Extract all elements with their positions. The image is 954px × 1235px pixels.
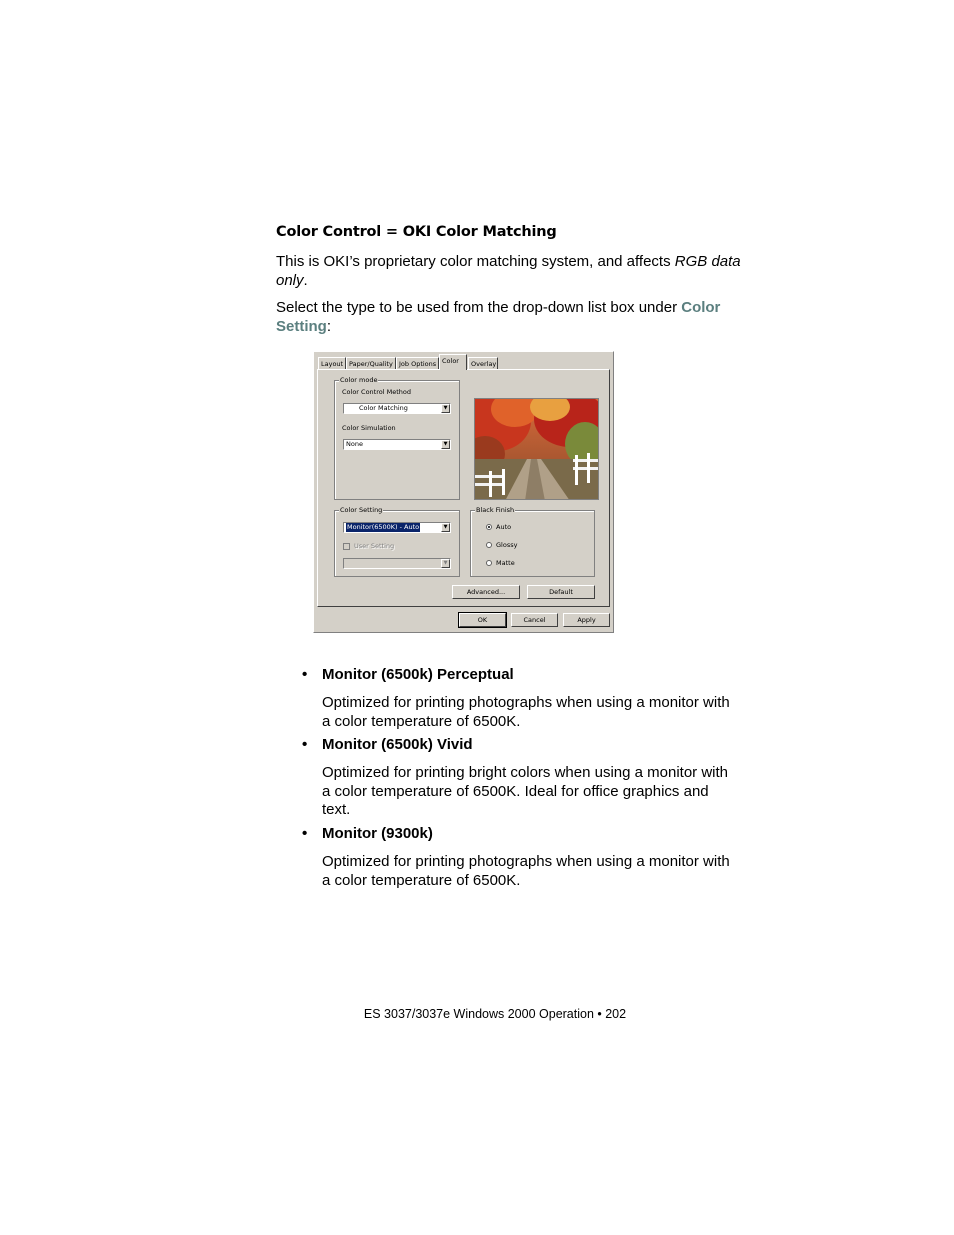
cancel-button[interactable]: Cancel — [511, 613, 558, 627]
radio-matte[interactable] — [486, 560, 492, 566]
autumn-road-photo — [475, 399, 599, 500]
radio-matte-label: Matte — [496, 559, 515, 567]
bullet-marker: • — [302, 736, 308, 753]
color-mode-group — [334, 376, 460, 500]
select-end: : — [326, 317, 332, 335]
tab-paper-quality[interactable]: Paper/Quality — [346, 357, 396, 369]
color-setting-select[interactable] — [343, 522, 451, 533]
color-setting-group-label: Color Setting — [340, 506, 383, 514]
page-footer: ES 3037/3037e Windows 2000 Operation • 202 — [363, 1007, 627, 1021]
color-setting-link[interactable]: Color Setting — [276, 299, 721, 335]
radio-auto[interactable] — [486, 524, 492, 530]
chevron-down-icon[interactable]: ▼ — [441, 440, 450, 449]
black-finish-group-label: Black Finish — [476, 506, 515, 514]
intro-text: This is OKI’s proprietary color matching system, and affects — [276, 253, 675, 270]
color-mode-label: Color mode — [340, 376, 378, 384]
bullet-title-9300k: Monitor (9300k) — [322, 825, 433, 842]
radio-glossy[interactable] — [486, 542, 492, 548]
bullet-marker: • — [302, 666, 308, 683]
advanced-button[interactable]: Advanced... — [452, 585, 520, 599]
color-simulation-value: None — [346, 440, 363, 448]
tab-job-options[interactable]: Job Options — [396, 357, 439, 369]
color-tab-pane — [317, 369, 610, 607]
chevron-down-icon[interactable]: ▼ — [441, 523, 450, 532]
color-control-method-select[interactable] — [343, 403, 451, 414]
user-setting-label: User Setting — [354, 542, 395, 550]
intro-emphasis: RGB data only — [276, 253, 741, 289]
section-heading: Color Control = OKI Color Matching — [276, 224, 557, 240]
tab-layout[interactable]: Layout — [318, 357, 346, 369]
tab-color[interactable]: Color — [439, 354, 467, 370]
color-control-method-value: Color Matching — [359, 404, 408, 412]
color-setting-group — [334, 506, 460, 577]
intro-paragraph — [276, 253, 746, 290]
radio-auto-label: Auto — [496, 523, 512, 531]
select-text: Select the type to be used from the drop-down list box under — [276, 299, 682, 316]
bullet-desc-9300k: Optimized for printing photographs when using a monitor with a color temperature of 6500K. — [322, 853, 730, 889]
user-setting-checkbox[interactable] — [343, 543, 350, 550]
intro-end: . — [303, 271, 308, 289]
select-paragraph — [276, 299, 746, 336]
apply-button[interactable]: Apply — [563, 613, 610, 627]
black-finish-group — [470, 506, 595, 577]
bullet-desc-perceptual: Optimized for printing photographs when using a monitor with a color temperature of 6500K. — [322, 694, 730, 730]
bullet-desc-vivid: Optimized for printing bright colors when using a monitor with a color temperature of 6500K. Ideal for office graphics and text. — [322, 764, 729, 818]
printer-properties-dialog — [313, 351, 614, 633]
radio-glossy-label: Glossy — [496, 541, 518, 549]
color-control-method-label: Color Control Method — [342, 388, 411, 396]
user-setting-select[interactable] — [343, 558, 451, 569]
tab-overlay[interactable]: Overlay — [468, 357, 498, 369]
color-simulation-select[interactable] — [343, 439, 451, 450]
chevron-down-icon[interactable]: ▼ — [441, 404, 450, 413]
bullet-title-perceptual: Monitor (6500k) Perceptual — [322, 666, 514, 683]
bullet-marker: • — [302, 825, 308, 842]
color-simulation-label: Color Simulation — [342, 424, 396, 432]
ok-button[interactable]: OK — [459, 613, 506, 627]
bullet-title-vivid: Monitor (6500k) Vivid — [322, 736, 473, 753]
color-setting-value: Monitor(6500K) - Auto — [347, 523, 420, 531]
default-button[interactable]: Default — [527, 585, 595, 599]
preview-image — [474, 398, 599, 500]
chevron-down-icon[interactable]: ▼ — [441, 559, 450, 568]
